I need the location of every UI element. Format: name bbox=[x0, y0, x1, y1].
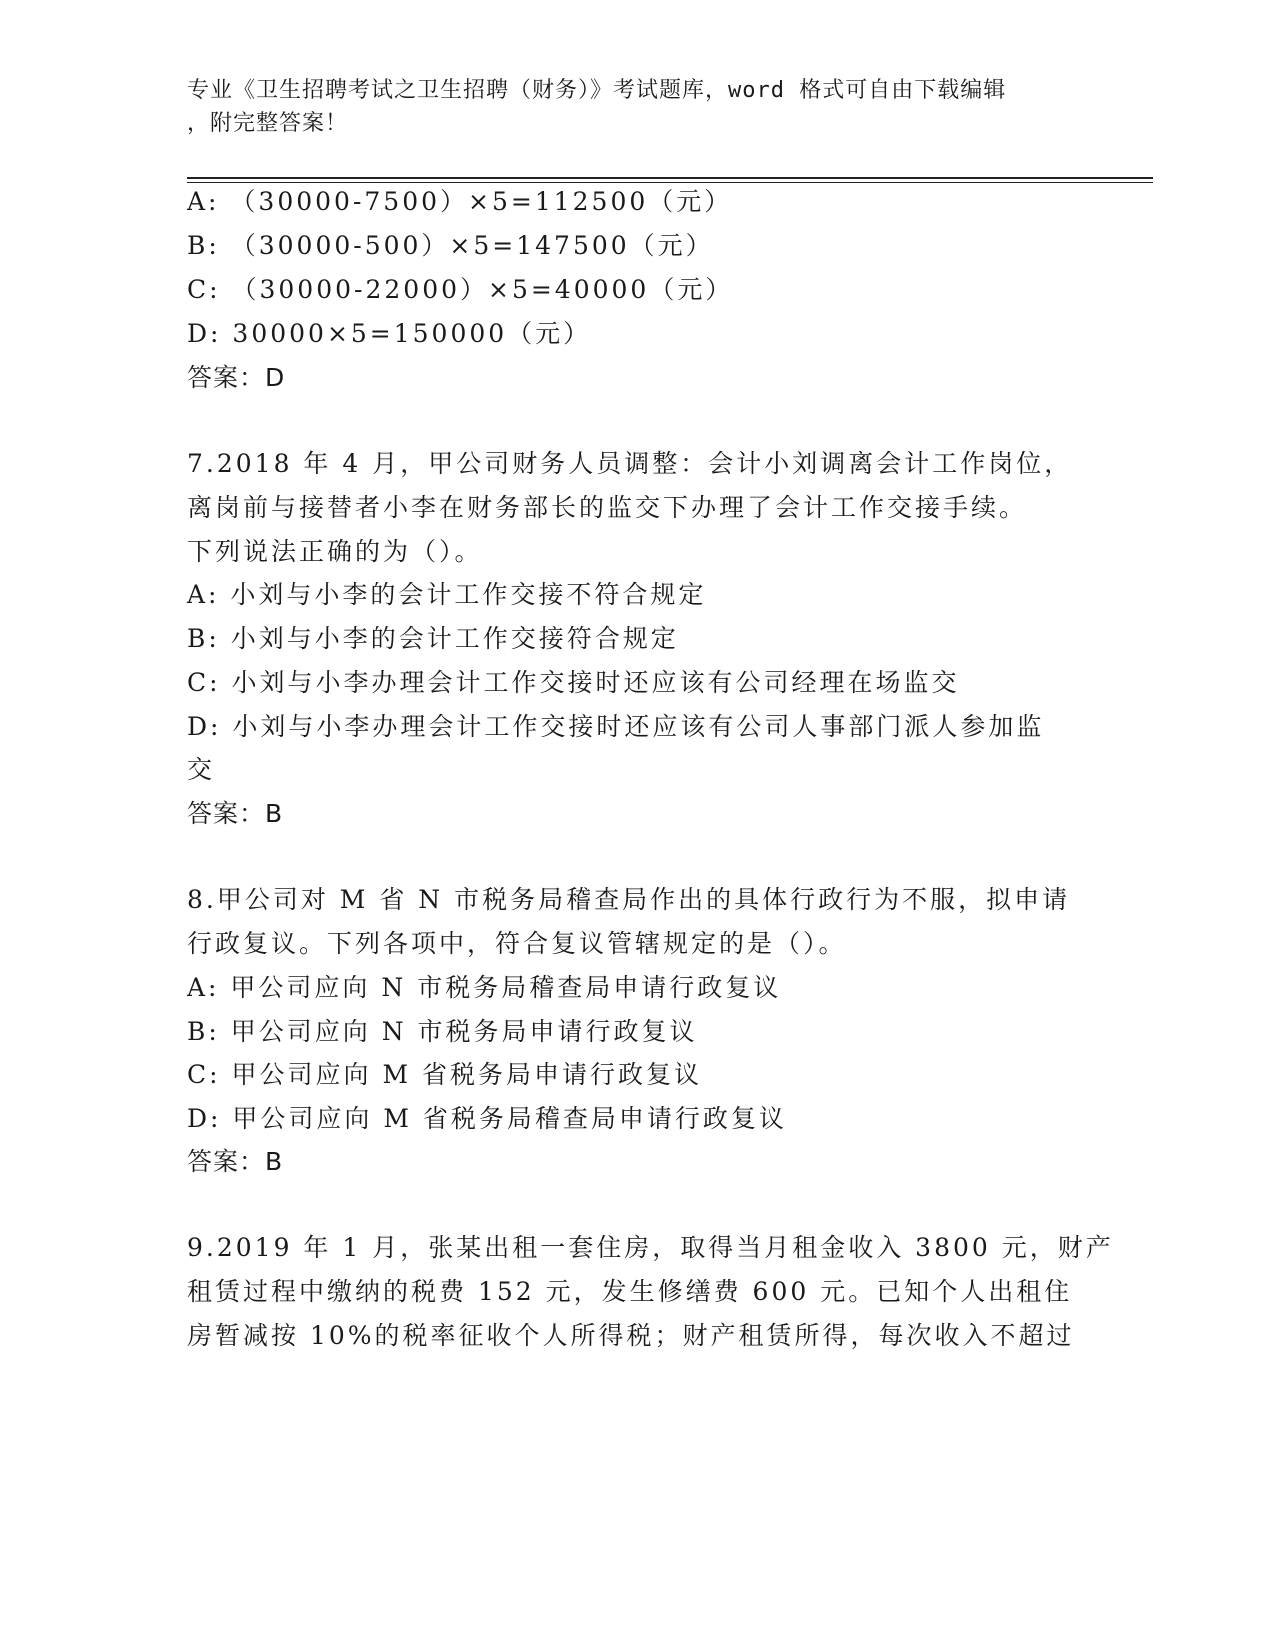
q8-option-a: A: 甲公司应向 N 市税务局稽查局申请行政复议 bbox=[187, 973, 782, 1002]
q6-option-c: C: （30000-22000）×5=40000（元） bbox=[187, 275, 734, 304]
q9-stem-line-2: 租赁过程中缴纳的税费 152 元，发生修缮费 600 元。已知个人出租住 bbox=[187, 1277, 1073, 1306]
q9-stem-line-1: 9.2019 年 1 月，张某出租一套住房，取得当月租金收入 3800 元，财产 bbox=[187, 1233, 1114, 1262]
q8-option-d: D: 甲公司应向 M 省税务局稽查局申请行政复议 bbox=[187, 1104, 787, 1133]
q6-option-a: A: （30000-7500）×5=112500（元） bbox=[187, 187, 733, 216]
q8-stem-line-1: 8.甲公司对 M 省 N 市税务局稽查局作出的具体行政行为不服，拟申请 bbox=[187, 885, 1071, 914]
q6-option-d: D: 30000×5=150000（元） bbox=[187, 319, 592, 348]
q7-option-a: A: 小刘与小李的会计工作交接不符合规定 bbox=[187, 580, 707, 609]
q6-answer: 答案：D bbox=[187, 363, 286, 392]
q6-option-b: B: （30000-500）×5=147500（元） bbox=[187, 231, 714, 260]
header-line-2: ，附完整答案！ bbox=[187, 111, 349, 136]
q7-answer: 答案：B bbox=[187, 799, 284, 828]
q8-stem-line-2: 行政复议。下列各项中，符合复议管辖规定的是（）。 bbox=[187, 929, 847, 958]
q7-option-b: B: 小刘与小李的会计工作交接符合规定 bbox=[187, 624, 679, 653]
q8-answer: 答案：B bbox=[187, 1147, 284, 1176]
q8-option-c: C: 甲公司应向 M 省税务局申请行政复议 bbox=[187, 1060, 702, 1089]
header-divider-thick bbox=[187, 177, 1153, 179]
q7-stem-line-1: 7.2018 年 4 月，甲公司财务人员调整：会计小刘调离会计工作岗位， bbox=[187, 449, 1073, 478]
q8-option-b: B: 甲公司应向 N 市税务局申请行政复议 bbox=[187, 1017, 698, 1046]
q7-option-d: D: 小刘与小李办理会计工作交接时还应该有公司人事部门派人参加监 bbox=[187, 712, 1045, 741]
q7-option-d-cont: 交 bbox=[187, 755, 216, 784]
q7-option-c: C: 小刘与小李办理会计工作交接时还应该有公司经理在场监交 bbox=[187, 668, 960, 697]
q7-stem-line-2: 离岗前与接替者小李在财务部长的监交下办理了会计工作交接手续。 bbox=[187, 493, 1028, 522]
header-line-1: 专业《卫生招聘考试之卫生招聘（财务）》考试题库，word 格式可自由下载编辑 bbox=[187, 78, 1007, 103]
q7-stem-line-3: 下列说法正确的为（）。 bbox=[187, 537, 483, 566]
document-header bbox=[187, 74, 1087, 140]
q9-stem-line-3: 房暂减按 10%的税率征收个人所得税；财产租赁所得，每次收入不超过 bbox=[187, 1321, 1075, 1350]
